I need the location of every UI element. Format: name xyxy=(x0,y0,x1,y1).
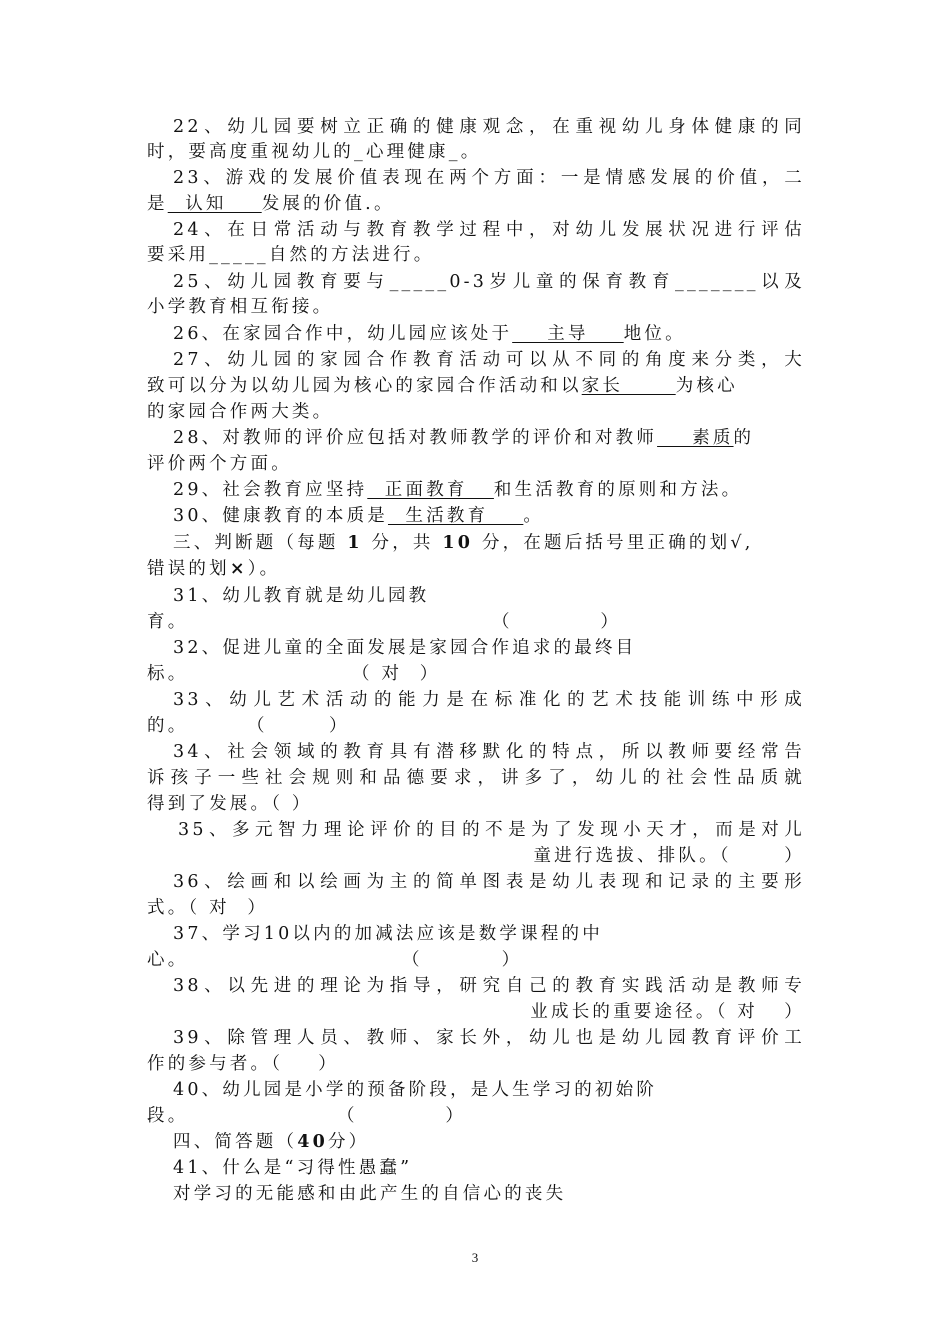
question-36-line-1: 36、绘画和以绘画为主的简单图表是幼儿表现和记录的主要形 xyxy=(173,872,805,892)
question-31-line-1: 31、幼儿教育就是幼儿园教 xyxy=(173,586,430,606)
question-33-line-1: 33、幼儿艺术活动的能力是在标准化的艺术技能训练中形成 xyxy=(173,690,805,710)
question-41: 41、什么是“习得性愚蠢” xyxy=(173,1158,413,1178)
question-25-line-1: 25、幼儿园教育要与_____0-3岁儿童的保育教育_______以及 xyxy=(173,272,805,292)
text: 发展的价值.。 xyxy=(261,194,395,214)
question-32-line-2 xyxy=(147,662,805,686)
answer-text: 正面教育 xyxy=(367,480,494,500)
question-31-line-2 xyxy=(147,610,805,634)
text: 28、对教师的评价应包括对教师教学的评价和对教师 xyxy=(173,428,658,448)
question-34-line-1: 34、社会领域的教育具有潜移默化的特点，所以教师要经常告 xyxy=(173,742,805,762)
question-39-line-1: 39、除管理人员、教师、家长外，幼儿也是幼儿园教育评价工 xyxy=(173,1028,805,1048)
text: 三、判断题（每题 xyxy=(173,533,339,553)
question-24-line-2: 要采用_____自然的方法进行。 xyxy=(147,245,435,265)
text: 四、简答题（ xyxy=(173,1132,298,1152)
answer-parentheses: （ 对 ） xyxy=(352,664,441,684)
text: 分，共 xyxy=(371,533,434,553)
text: 错误的划 xyxy=(147,559,230,579)
question-22-line-1: 22、幼儿园要树立正确的健康观念，在重视幼儿身体健康的同 xyxy=(173,117,805,137)
question-23-line-2 xyxy=(147,192,805,216)
text: 29、社会教育应坚持 xyxy=(173,480,368,500)
question-40-line-2 xyxy=(147,1104,805,1128)
text: 和生活教育的原则和方法。 xyxy=(493,480,743,500)
page-number: 3 xyxy=(471,1250,479,1265)
question-34-line-3: 得到了发展。（ ） xyxy=(147,794,313,814)
text: 段。 xyxy=(147,1106,189,1126)
answer-text: _心理健康_ xyxy=(354,142,461,162)
answer-text: 素质 xyxy=(657,428,734,448)
question-32-line-1: 32、促进儿童的全面发展是家园合作追求的最终目 xyxy=(173,638,637,658)
text: 时，要高度重视幼儿的 xyxy=(147,142,354,162)
text: 为核心 xyxy=(675,376,738,396)
question-39-line-2: 作的参与者。（ ） xyxy=(147,1054,339,1074)
section-4-heading xyxy=(173,1130,805,1154)
question-22-line-2 xyxy=(147,140,805,164)
text: 。 xyxy=(523,506,545,526)
number: 10 xyxy=(442,533,474,553)
number: 40 xyxy=(297,1132,328,1152)
question-38-line-1: 38、以先进的理论为指导，研究自己的教育实践活动是教师专 xyxy=(173,976,805,996)
text: 育。 xyxy=(147,612,189,632)
text: 分，在题后括号里正确的划√, xyxy=(481,533,754,553)
text: 30、健康教育的本质是 xyxy=(173,506,388,526)
number: 1 xyxy=(347,533,363,553)
text: 的。 xyxy=(147,716,189,736)
text: 心。 xyxy=(147,950,189,970)
question-35-line-1: 35、多元智力理论评价的目的不是为了发现小天才，而是对儿 xyxy=(178,820,805,840)
question-35-line-2: 童进行选拔、排队。（ ） xyxy=(533,846,805,866)
text: 致可以分为以幼儿园为核心的家园合作活动和以 xyxy=(147,376,582,396)
question-24-line-1: 24、在日常活动与教育教学过程中，对幼儿发展状况进行评估 xyxy=(173,220,805,240)
cross-mark: × xyxy=(229,559,248,579)
text: 是 xyxy=(147,194,168,214)
answer-text: 认知 xyxy=(167,194,262,214)
question-34-line-2: 诉孩子一些社会规则和品德要求，讲多了，幼儿的社会性品质就 xyxy=(147,768,805,788)
text: 标。 xyxy=(147,664,189,684)
question-23-line-1: 23、游戏的发展价值表现在两个方面：一是情感发展的价值，二 xyxy=(173,168,805,188)
question-27-line-3: 的家园合作两大类。 xyxy=(147,402,334,422)
text: ）。 xyxy=(247,559,281,579)
question-33-line-2 xyxy=(147,714,805,738)
answer-text: 生活教育 xyxy=(387,506,524,526)
text: 。 xyxy=(460,142,482,162)
question-40-line-1: 40、幼儿园是小学的预备阶段，是人生学习的初始阶 xyxy=(173,1080,658,1100)
answer-parentheses: （ ） xyxy=(492,612,622,632)
question-37-line-1: 37、学习10以内的加减法应该是数学课程的中 xyxy=(173,924,603,944)
question-30 xyxy=(173,504,805,528)
text: 的 xyxy=(733,428,755,448)
text: 分） xyxy=(327,1132,370,1152)
text: 26、在家园合作中，幼儿园应该处于 xyxy=(173,324,513,344)
answer-parentheses: （ ） xyxy=(402,950,523,970)
question-38-line-2: 业成长的重要途径。（ 对 ） xyxy=(530,1002,805,1022)
answer-parentheses: （ ） xyxy=(247,716,350,736)
question-26 xyxy=(173,322,805,346)
section-3-heading-line-1 xyxy=(173,531,805,555)
question-28-line-1 xyxy=(173,426,805,450)
question-41-answer: 对学习的无能感和由此产生的自信心的丧失 xyxy=(173,1184,567,1204)
question-29 xyxy=(173,478,805,502)
section-3-heading-line-2 xyxy=(147,557,805,581)
text: 地位。 xyxy=(623,324,686,344)
question-27-line-1: 27、幼儿园的家园合作教育活动可以从不同的角度来分类，大 xyxy=(173,350,805,370)
answer-text: 主导 xyxy=(512,324,624,344)
answer-text: 家长 xyxy=(581,376,676,396)
question-25-line-2: 小学教育相互衔接。 xyxy=(147,297,334,317)
question-36-line-2: 式。（ 对 ） xyxy=(147,898,269,918)
question-27-line-2 xyxy=(147,374,805,398)
question-37-line-2 xyxy=(147,948,805,972)
answer-parentheses: （ ） xyxy=(337,1106,467,1126)
question-28-line-2: 评价两个方面。 xyxy=(147,454,292,474)
